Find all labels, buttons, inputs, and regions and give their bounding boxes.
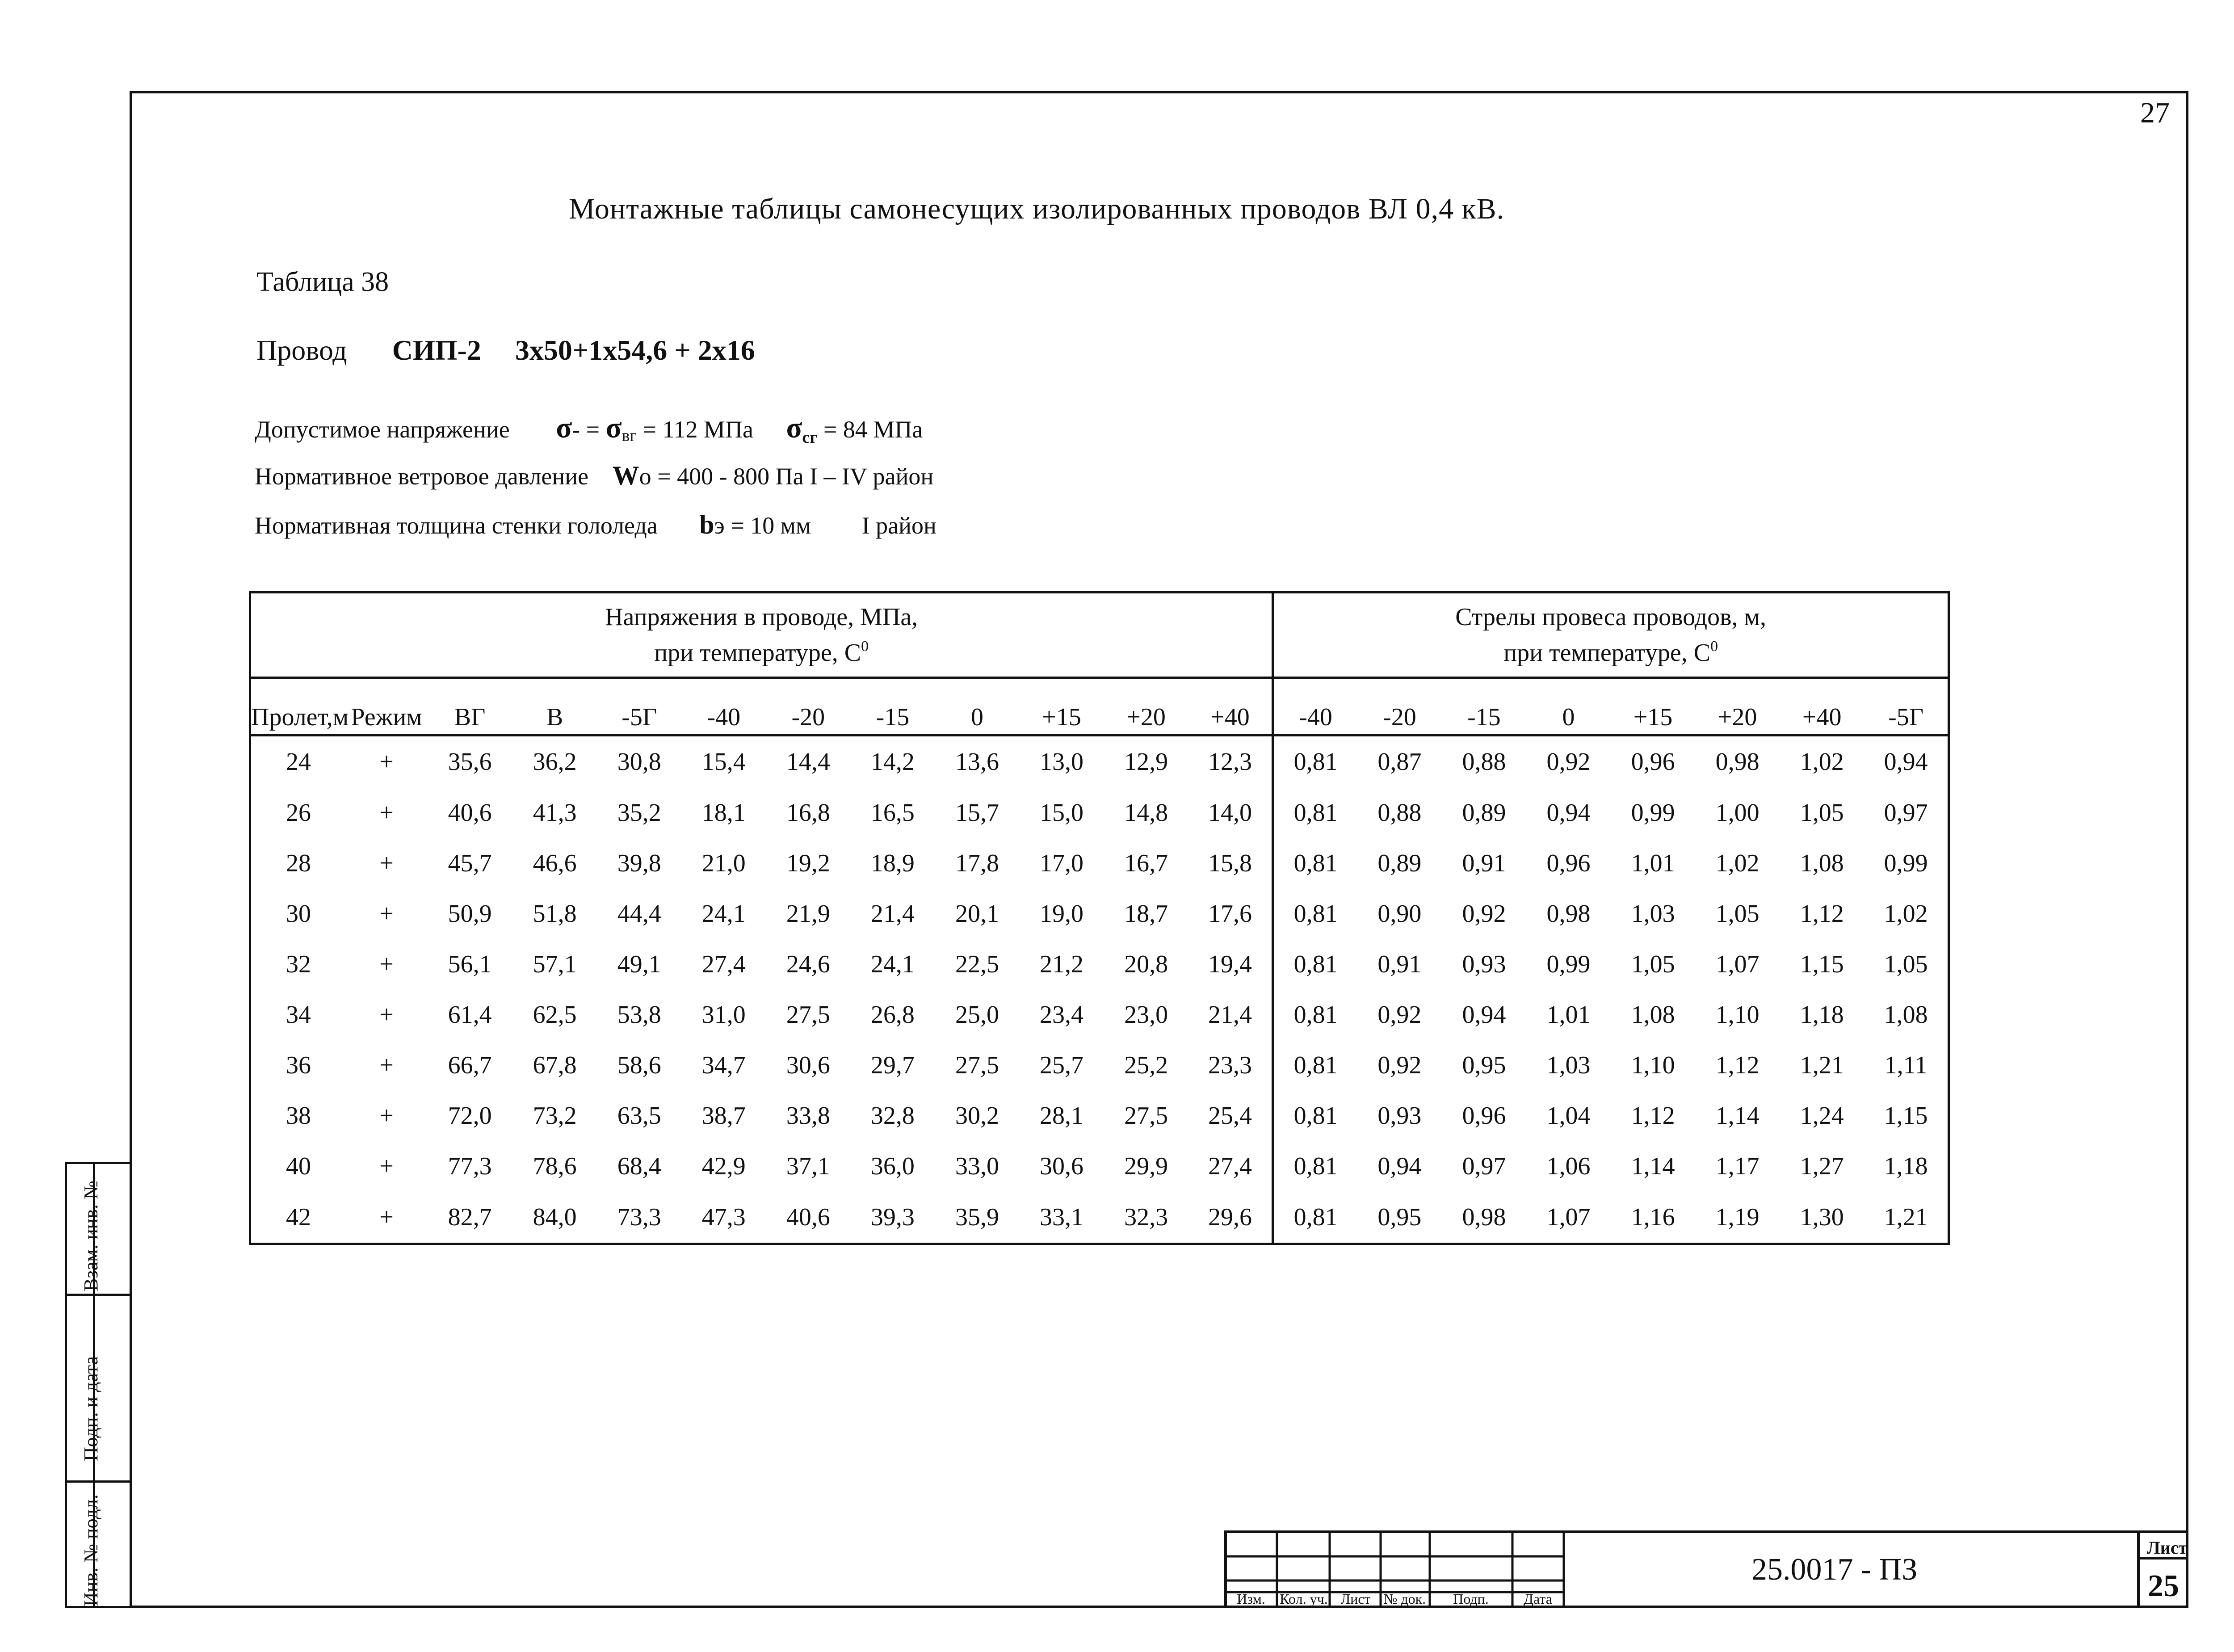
param-wind: Нормативное ветровое давление Wo = 400 - 800 Па I – IV район <box>255 461 934 490</box>
cell-stress: 19,4 <box>1188 939 1273 990</box>
cell-stress: 39,3 <box>850 1191 935 1244</box>
cell-sag: 0,94 <box>1864 736 1948 788</box>
col-header-sag: -20 <box>1357 678 1442 736</box>
table-row <box>250 1141 1949 1191</box>
cell-stress: 38,7 <box>701 1101 746 1130</box>
cell-sag: 1,05 <box>1864 939 1948 990</box>
page-number: 27 <box>2140 97 2170 129</box>
cell-sag: 1,08 <box>1800 849 1844 878</box>
cell-sag: 0,92 <box>1377 1051 1422 1079</box>
cell-stress: 45,7 <box>448 849 492 878</box>
table-row <box>250 939 1949 990</box>
cell-stress: 78,6 <box>533 1152 577 1180</box>
cell-stress: 33,1 <box>1020 1191 1104 1244</box>
cell-sag: 1,04 <box>1546 1101 1591 1130</box>
col-header-stress: -40 <box>681 678 766 736</box>
table-row <box>250 1191 1949 1244</box>
cell-sag: 0,98 <box>1546 900 1591 928</box>
cell-sag: 1,14 <box>1715 1101 1759 1130</box>
cell-sag: 0,97 <box>1462 1152 1506 1180</box>
cell-stress: 50,9 <box>448 900 492 928</box>
table-row <box>250 1040 1949 1090</box>
cell-sag: 1,21 <box>1800 1051 1844 1079</box>
stress-group-header: Напряжения в проводе, МПа, при температуре, $С^0$ <box>250 593 1273 678</box>
cell-stress: 19,0 <box>1040 900 1084 928</box>
tb-col-kol: Кол. уч. <box>1280 1591 1328 1607</box>
cell-span: 36 <box>250 1040 346 1090</box>
cell-stress: 15,4 <box>701 748 746 776</box>
wind-label: Нормативное ветровое давление <box>255 463 589 490</box>
cell-stress: 21,2 <box>1040 950 1084 978</box>
cell-sag: 1,15 <box>1864 1090 1948 1141</box>
stress-value-1: = 112 МПа <box>642 416 753 443</box>
cell-stress: 63,5 <box>617 1101 661 1130</box>
cell-stress: 82,7 <box>427 1191 512 1244</box>
cell-sag: 1,18 <box>1864 1141 1948 1191</box>
side-stamp <box>65 1162 132 1608</box>
cell-stress: 41,3 <box>533 799 577 827</box>
stress-value-2: = 84 МПа <box>823 416 923 443</box>
cell-sag: 1,06 <box>1546 1152 1591 1180</box>
cell-sag: 1,00 <box>1715 799 1759 827</box>
cell-sag: 0,81 <box>1293 1101 1338 1130</box>
cell-stress: 16,7 <box>1124 849 1168 878</box>
cell-stress: 72,0 <box>448 1101 492 1130</box>
cell-sag: 0,94 <box>1546 799 1591 827</box>
table-label: Таблица 38 <box>256 267 389 297</box>
cell-stress: 14,0 <box>1188 788 1273 838</box>
col-header-sag: +20 <box>1695 678 1780 736</box>
cell-stress: 47,3 <box>681 1191 766 1244</box>
cell-sag: 1,03 <box>1631 900 1675 928</box>
cell-sag: 0,98 <box>1442 1191 1526 1244</box>
cell-stress: 57,1 <box>533 950 577 978</box>
cell-stress: 18,9 <box>870 849 915 878</box>
cell-span: 30 <box>250 889 346 939</box>
cell-sag: 0,88 <box>1462 748 1506 776</box>
table-row <box>250 989 1949 1040</box>
cell-span: 40 <box>250 1141 346 1191</box>
cell-sag: 0,96 <box>1462 1101 1506 1130</box>
table-body <box>250 593 1949 1244</box>
cell-sag: 1,14 <box>1631 1152 1675 1180</box>
col-header-stress: +15 <box>1020 678 1104 736</box>
stress-group-line2: при температуре, С <box>654 639 861 667</box>
cell-stress: 12,3 <box>1188 736 1273 788</box>
cell-stress: 56,1 <box>448 950 492 978</box>
cell-sag: 0,91 <box>1462 849 1506 878</box>
col-header-span: Пролет,м <box>250 678 346 736</box>
wire-line <box>256 334 755 367</box>
cell-mode: + <box>379 1051 394 1079</box>
cell-sag: 1,16 <box>1611 1191 1695 1244</box>
cell-stress: 19,2 <box>786 849 830 878</box>
cell-sag: 1,12 <box>1715 1051 1759 1079</box>
cell-sag: 0,98 <box>1715 748 1759 776</box>
cell-sag: 1,21 <box>1864 1191 1948 1244</box>
cell-stress: 42,9 <box>701 1152 746 1180</box>
cell-sag: 1,24 <box>1800 1101 1844 1130</box>
cell-sag: 0,96 <box>1546 849 1591 878</box>
col-header-stress: В <box>512 678 597 736</box>
cell-stress: 27,5 <box>786 1000 830 1029</box>
cell-sag: 0,81 <box>1293 1051 1338 1079</box>
cell-stress: 62,5 <box>533 1000 577 1029</box>
cell-sag: 1,15 <box>1800 950 1844 978</box>
side-label-1: Взам. инв. № <box>80 1181 102 1291</box>
cell-sag: 1,01 <box>1546 1000 1591 1029</box>
cell-stress: 29,6 <box>1188 1191 1273 1244</box>
cell-sag: 1,10 <box>1631 1051 1675 1079</box>
cell-stress: 25,4 <box>1188 1090 1273 1141</box>
cell-mode: + <box>379 1000 394 1029</box>
cell-sag: 0,81 <box>1293 799 1338 827</box>
cell-stress: 15,7 <box>955 799 999 827</box>
cell-sag: 0,99 <box>1864 838 1948 889</box>
col-header-sag: +40 <box>1780 678 1864 736</box>
table-row <box>250 838 1949 889</box>
cell-stress: 51,8 <box>533 900 577 928</box>
wire-name: СИП-2 <box>392 334 481 366</box>
cell-sag: 0,88 <box>1377 799 1422 827</box>
cell-sag: 0,99 <box>1546 950 1591 978</box>
col-header-sag: 0 <box>1526 678 1611 736</box>
cell-sag: 1,05 <box>1715 900 1759 928</box>
cell-span: 34 <box>250 989 346 1040</box>
cell-sag: 0,99 <box>1631 799 1675 827</box>
cell-sag: 0,97 <box>1864 788 1948 838</box>
cell-stress: 36,0 <box>870 1152 915 1180</box>
cell-stress: 27,4 <box>701 950 746 978</box>
cell-sag: 0,81 <box>1293 950 1338 978</box>
tb-col-doc: № док. <box>1383 1591 1426 1607</box>
cell-stress: 29,7 <box>870 1051 915 1079</box>
col-header-stress: -20 <box>766 678 850 736</box>
cell-stress: 36,2 <box>533 748 577 776</box>
cell-stress: 27,5 <box>1124 1101 1168 1130</box>
cell-sag: 0,94 <box>1377 1152 1422 1180</box>
cell-sag: 0,92 <box>1462 900 1506 928</box>
cell-sag: 0,89 <box>1462 799 1506 827</box>
cell-stress: 12,9 <box>1124 748 1168 776</box>
cell-stress: 27,5 <box>955 1051 999 1079</box>
cell-span: 42 <box>250 1191 346 1244</box>
stress-group-line1: Напряжения в проводе, МПа, <box>605 603 918 631</box>
cell-mode: + <box>379 799 394 827</box>
cell-sag: 0,93 <box>1462 950 1506 978</box>
cell-stress: 17,8 <box>955 849 999 878</box>
cell-stress: 32,3 <box>1104 1191 1188 1244</box>
table-row <box>250 788 1949 838</box>
cell-stress: 28,1 <box>1040 1101 1084 1130</box>
cell-stress: 68,4 <box>617 1152 661 1180</box>
tb-col-list: Лист <box>1340 1591 1371 1607</box>
cell-sag: 0,81 <box>1293 849 1338 878</box>
sag-group-line2: при температуре, С <box>1503 639 1711 667</box>
cell-mode: + <box>379 849 394 878</box>
ice-region: I район <box>861 512 936 539</box>
stress-label: Допустимое напряжение <box>255 416 510 443</box>
cell-stress: 35,6 <box>448 748 492 776</box>
ice-label: Нормативная толщина стенки гололеда <box>255 512 658 539</box>
cell-stress: 18,1 <box>701 799 746 827</box>
cell-stress: 24,6 <box>786 950 830 978</box>
cell-stress: 35,9 <box>935 1191 1019 1244</box>
cell-mode: + <box>379 950 394 978</box>
col-header-sag: -5Г <box>1864 678 1948 736</box>
cell-sag: 1,27 <box>1800 1152 1844 1180</box>
cell-stress: 24,1 <box>870 950 915 978</box>
cell-stress: 17,6 <box>1188 889 1273 939</box>
cell-sag: 1,18 <box>1800 1000 1844 1029</box>
cell-span: 24 <box>250 736 346 788</box>
cell-stress: 18,7 <box>1124 900 1168 928</box>
cell-stress: 21,4 <box>870 900 915 928</box>
cell-stress: 49,1 <box>617 950 661 978</box>
cell-stress: 20,1 <box>955 900 999 928</box>
tb-col-data: Дата <box>1524 1591 1552 1607</box>
cell-stress: 33,8 <box>786 1101 830 1130</box>
cell-stress: 16,8 <box>786 799 830 827</box>
sheet-label: Лист <box>2147 1538 2188 1558</box>
table-row <box>250 1090 1949 1141</box>
col-header-stress: +40 <box>1188 678 1273 736</box>
cell-stress: 53,8 <box>617 1000 661 1029</box>
cell-sag: 1,10 <box>1715 1000 1759 1029</box>
cell-stress: 40,6 <box>448 799 492 827</box>
cell-sag: 0,93 <box>1377 1101 1422 1130</box>
cell-sag: 1,05 <box>1631 950 1675 978</box>
param-stress: Допустимое напряжение σ- = σвг = 112 МПа $\sigma_{сг} = 84$ МПа <box>255 412 923 447</box>
cell-mode: + <box>379 1101 394 1130</box>
cell-sag: 0,81 <box>1293 748 1338 776</box>
sag-group-line1: Стрелы провеса проводов, м, <box>1455 603 1766 631</box>
cell-sag: 1,02 <box>1864 889 1948 939</box>
cell-stress: 14,4 <box>786 748 830 776</box>
cell-stress: 30,8 <box>617 748 661 776</box>
cell-mode: + <box>379 748 394 776</box>
param-ice: Нормативная толщина стенки гололеда bэ = 10 мм I район <box>255 510 936 539</box>
wire-label: Провод <box>256 334 347 366</box>
cell-stress: 14,8 <box>1124 799 1168 827</box>
cell-sag: 0,92 <box>1377 1000 1422 1029</box>
cell-stress: 23,0 <box>1124 1000 1168 1029</box>
cell-stress: 15,8 <box>1188 838 1273 889</box>
cell-sag: 1,11 <box>1864 1040 1948 1090</box>
cell-mode: + <box>346 1191 427 1244</box>
cell-stress: 40,6 <box>766 1191 850 1244</box>
cell-stress: 37,1 <box>786 1152 830 1180</box>
cell-stress: 21,0 <box>701 849 746 878</box>
side-label-2: Подп. и дата <box>80 1356 102 1461</box>
tb-col-podp: Подп. <box>1453 1591 1489 1607</box>
cell-sag: 0,81 <box>1293 1000 1338 1029</box>
sag-group-header: Стрелы провеса проводов, м, при температуре, $С^0$ <box>1273 593 1949 678</box>
cell-stress: 24,1 <box>701 900 746 928</box>
wire-spec: 3х50+1х54,6 + 2х16 <box>515 334 755 366</box>
cell-sag: 1,01 <box>1631 849 1675 878</box>
cell-stress: 34,7 <box>701 1051 746 1079</box>
cell-stress: 84,0 <box>512 1191 597 1244</box>
cell-stress: 73,2 <box>533 1101 577 1130</box>
document-code: 25.0017 - ПЗ <box>1751 1552 1918 1587</box>
cell-span: 28 <box>250 838 346 889</box>
cell-stress: 25,0 <box>955 1000 999 1029</box>
page-title: Монтажные таблицы самонесущих изолированных проводов ВЛ 0,4 кВ. <box>568 193 1505 225</box>
col-header-mode: Режим <box>346 678 427 736</box>
col-header-stress: -15 <box>850 678 935 736</box>
cell-sag: 0,94 <box>1462 1000 1506 1029</box>
cell-stress: 30,2 <box>955 1101 999 1130</box>
cell-sag: 1,02 <box>1715 849 1759 878</box>
cell-stress: 31,0 <box>701 1000 746 1029</box>
cell-stress: 44,4 <box>617 900 661 928</box>
cell-sag: 0,87 <box>1377 748 1422 776</box>
cell-stress: 39,8 <box>617 849 661 878</box>
cell-span: 38 <box>250 1090 346 1141</box>
cell-sag: 1,08 <box>1864 989 1948 1040</box>
cell-stress: 67,8 <box>533 1051 577 1079</box>
cell-stress: 21,9 <box>786 900 830 928</box>
cell-stress: 61,4 <box>448 1000 492 1029</box>
cell-sag: 0,92 <box>1546 748 1591 776</box>
cell-sag: 0,96 <box>1631 748 1675 776</box>
cell-sag: 0,91 <box>1377 950 1422 978</box>
cell-sag: 1,12 <box>1631 1101 1675 1130</box>
cell-stress: 29,9 <box>1124 1152 1168 1180</box>
cell-sag: 0,95 <box>1357 1191 1442 1244</box>
cell-stress: 77,3 <box>448 1152 492 1180</box>
cell-stress: 35,2 <box>617 799 661 827</box>
cell-stress: 30,6 <box>786 1051 830 1079</box>
col-header-stress: ВГ <box>427 678 512 736</box>
tb-col-izm: Изм. <box>1237 1591 1265 1607</box>
cell-sag: 0,89 <box>1377 849 1422 878</box>
col-header-stress: -5Г <box>597 678 681 736</box>
cell-stress: 58,6 <box>617 1051 661 1079</box>
side-label-3: Инв. № подл. <box>80 1494 102 1606</box>
cell-sag: 1,08 <box>1631 1000 1675 1029</box>
cell-stress: 32,8 <box>870 1101 915 1130</box>
col-header-sag: -15 <box>1442 678 1526 736</box>
sheet-number: 25 <box>2148 1569 2179 1603</box>
cell-sag: 1,30 <box>1780 1191 1864 1244</box>
cell-sag: 0,81 <box>1293 1152 1338 1180</box>
cell-stress: 66,7 <box>448 1051 492 1079</box>
cell-sag: 1,02 <box>1800 748 1844 776</box>
col-header-sag: -40 <box>1273 678 1357 736</box>
cell-mode: + <box>379 1152 394 1180</box>
cell-stress: 21,4 <box>1188 989 1273 1040</box>
cell-sag: 1,07 <box>1526 1191 1611 1244</box>
cell-stress: 26,8 <box>870 1000 915 1029</box>
cell-sag: 0,81 <box>1293 900 1338 928</box>
cell-stress: 73,3 <box>597 1191 681 1244</box>
cell-sag: 0,90 <box>1377 900 1422 928</box>
cell-sag: 1,07 <box>1715 950 1759 978</box>
col-header-stress: +20 <box>1104 678 1188 736</box>
cell-sag: 0,81 <box>1273 1191 1357 1244</box>
cell-stress: 13,6 <box>955 748 999 776</box>
cell-sag: 0,95 <box>1462 1051 1506 1079</box>
col-header-stress: 0 <box>935 678 1019 736</box>
cell-stress: 25,7 <box>1040 1051 1084 1079</box>
cell-stress: 16,5 <box>870 799 915 827</box>
cell-stress: 22,5 <box>955 950 999 978</box>
cell-stress: 23,4 <box>1040 1000 1084 1029</box>
cell-sag: 1,19 <box>1695 1191 1780 1244</box>
cell-stress: 23,3 <box>1188 1040 1273 1090</box>
cell-stress: 20,8 <box>1124 950 1168 978</box>
cell-stress: 33,0 <box>955 1152 999 1180</box>
table-row <box>250 736 1949 788</box>
cell-stress: 17,0 <box>1040 849 1084 878</box>
cell-sag: 1,05 <box>1800 799 1844 827</box>
wind-value: = 400 - 800 Па I – IV район <box>657 463 934 490</box>
table-row <box>250 889 1949 939</box>
cell-sag: 1,17 <box>1715 1152 1759 1180</box>
cell-stress: 14,2 <box>870 748 915 776</box>
cell-sag: 1,12 <box>1800 900 1844 928</box>
cell-mode: + <box>379 900 394 928</box>
installation-table <box>249 591 1950 1245</box>
cell-sag: 1,03 <box>1546 1051 1591 1079</box>
cell-stress: 27,4 <box>1188 1141 1273 1191</box>
cell-stress: 13,0 <box>1040 748 1084 776</box>
ice-value: = 10 мм <box>731 512 811 539</box>
col-header-sag: +15 <box>1611 678 1695 736</box>
cell-stress: 15,0 <box>1040 799 1084 827</box>
cell-span: 26 <box>250 788 346 838</box>
cell-span: 32 <box>250 939 346 990</box>
cell-stress: 25,2 <box>1124 1051 1168 1079</box>
cell-stress: 46,6 <box>533 849 577 878</box>
cell-stress: 30,6 <box>1040 1152 1084 1180</box>
